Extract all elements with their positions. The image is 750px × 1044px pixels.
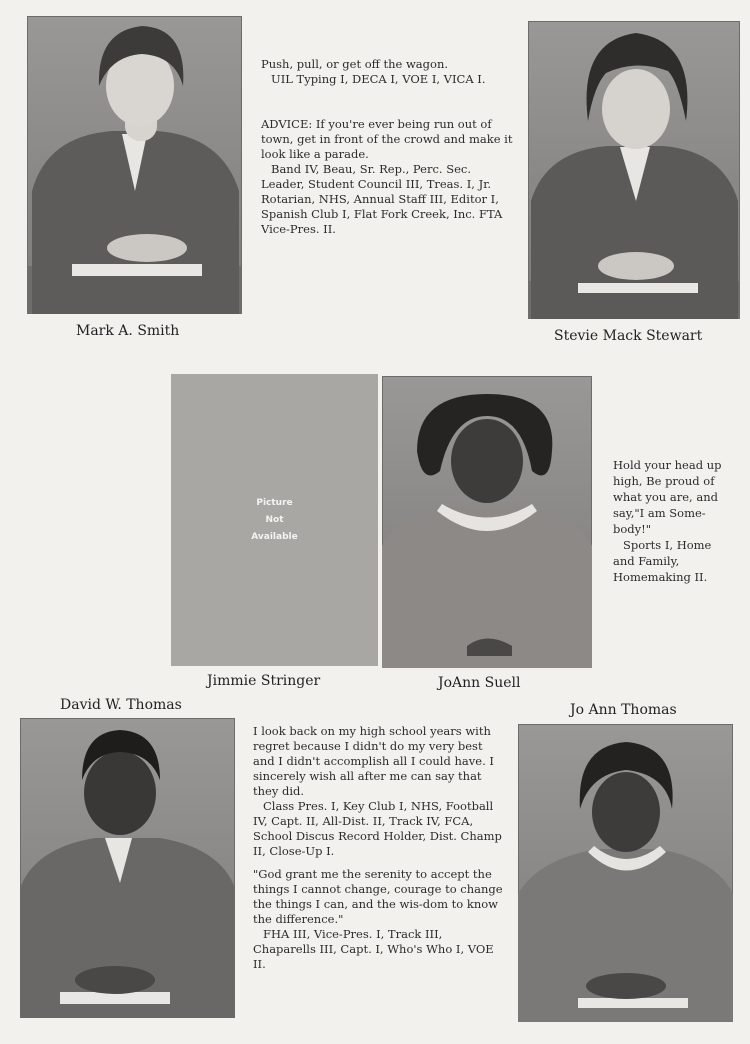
photo-jo-ann-thomas (518, 724, 733, 1022)
portrait-stevie-stewart (528, 21, 740, 319)
name-stevie-stewart: Stevie Mack Stewart (554, 328, 703, 344)
quote-jo-ann-thomas: "God grant me the serenity to accept the things I cannot change, courage to change the things I can, and the wis-dom to know the difference." (253, 867, 503, 926)
bio-mark-smith (261, 57, 513, 237)
name-jo-ann-thomas: Jo Ann Thomas (570, 702, 677, 718)
name-jimmie-stringer: Jimmie Stringer (207, 673, 321, 689)
portrait-jo-ann-thomas (518, 724, 733, 1022)
quote-david-thomas: I look back on my high school years with regret because I didn't do my very best and I didn't accomplish all I could have. I sincerely wish all after me can say that they did. (253, 724, 494, 798)
name-david-thomas: David W. Thomas (60, 697, 182, 713)
placeholder-line-1: Picture (256, 497, 293, 508)
advice-mark-smith: ADVICE: If you're ever being run out of town, get in front of the crowd and make it look like a parade. (261, 117, 513, 161)
photo-stevie-stewart (528, 21, 740, 319)
photo-mark-smith (27, 16, 242, 314)
activities-mark-smith-1: UIL Typing I, DECA I, VOE I, VICA I. (271, 72, 486, 86)
name-joann-suell: JoAnn Suell (438, 675, 521, 691)
portrait-mark-smith (27, 16, 242, 314)
photo-placeholder-jimmie-stringer (171, 374, 378, 666)
motto-mark-smith: Push, pull, or get off the wagon. (261, 57, 449, 71)
name-mark-smith: Mark A. Smith (76, 323, 180, 339)
bio-joann-suell (613, 457, 731, 585)
photo-david-thomas (20, 718, 235, 1018)
activities-jo-ann-thomas: FHA III, Vice-Pres. I, Track III, Chaparells III, Capt. I, Who's Who I, VOE II. (253, 927, 494, 971)
portrait-joann-suell (382, 376, 592, 668)
motto-joann-suell: Hold your head up high, Be proud of what you are, and say,"I am Some-body!" (613, 458, 722, 536)
bio-david-thomas (253, 724, 505, 972)
placeholder-line-3: Available (251, 531, 298, 542)
activities-joann-suell: Sports I, Home and Family, Homemaking II. (613, 538, 712, 584)
activities-mark-smith-2: Band IV, Beau, Sr. Rep., Perc. Sec. Leader, Student Council III, Treas. I, Jr. Rotarian, NHS, Annual Staff III, Editor I, Spanish Club I, Flat Fork Creek, Inc. FTA Vice-Pres. II. (261, 162, 503, 236)
portrait-david-thomas (20, 718, 235, 1018)
photo-joann-suell (382, 376, 592, 668)
placeholder-line-2: Not (265, 514, 284, 525)
activities-david-thomas: Class Pres. I, Key Club I, NHS, Football IV, Capt. II, All-Dist. II, Track IV, FCA, School Discus Record Holder, Dist. Champ II, Close-Up I. (253, 799, 502, 858)
